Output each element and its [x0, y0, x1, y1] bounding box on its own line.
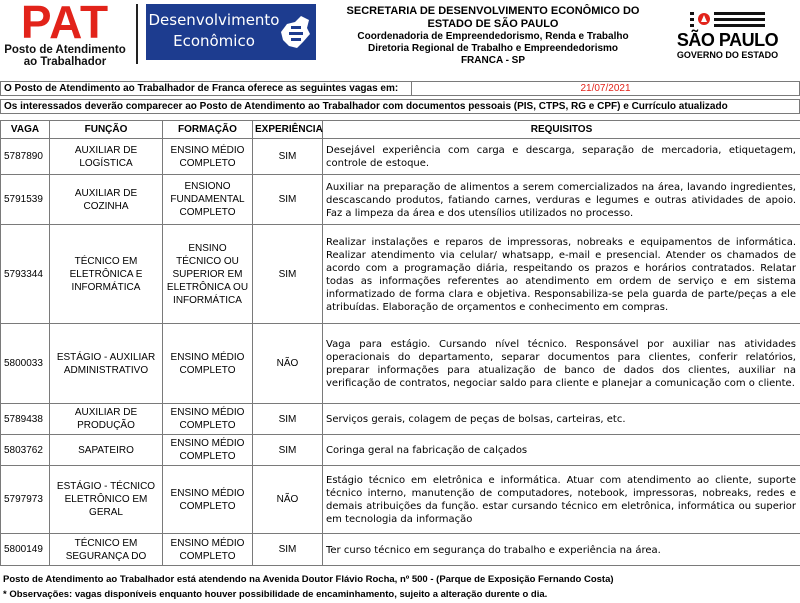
document-header [0, 0, 800, 80]
vaga-code: 5791539 [1, 175, 50, 225]
diretoria-title: Diretoria Regional de Trabalho e Empreendedorismo [367, 43, 619, 54]
vaga-code: 5797973 [1, 466, 50, 534]
secretaria-heading [328, 5, 658, 67]
vaga-code: 5803762 [1, 435, 50, 466]
de-logo-line-1: Desenvolvimento [148, 11, 280, 29]
funcao-cell: SAPATEIRO [50, 435, 163, 466]
experiencia-cell: SIM [253, 534, 323, 566]
funcao-cell: AUXILIAR DE LOGÍSTICA [50, 139, 163, 175]
requisitos-cell: Vaga para estágio. Cursando nível técnico. Responsável por auxiliar nas atividades operacionais do departamento, separar documentos para clientes, conferir relatórios, preparar informações para atualização de banco de dados dos clientes, auxiliar na verificação de contratos, negociar saldo para cliente e planejar a comunicação com o cliente. [323, 324, 800, 404]
vagas-table [0, 120, 800, 566]
observacoes-note: * Observações: vagas disponíveis enquanto houver possibilidade de encaminhamento, sujeito a alteração durente o dia. [3, 589, 548, 600]
pat-logo-text: PAT [20, 0, 110, 48]
sao-paulo-flag-icon [690, 10, 765, 32]
vaga-code: 5787890 [1, 139, 50, 175]
governo-sp-logo [660, 10, 795, 66]
requisitos-cell: Realizar instalações e reparos de impressoras, nobreaks e equipamentos de informática. Realizar atendimento via celular/ whatsapp, e-mail e presencial. Atender os chamados de acordo com a programação diária, respeitando os prazos e horários contratados. Relatar todas as informações referentes ao atendimento em ordem de serviço e em sistema informatizado de forma clara e objetiva. Responsabiliza-se pela guarda de parte/peças a ele atribuídas. Elaboração de orçamentos e conhecimento em compras. [323, 225, 800, 324]
experiencia-cell: NÃO [253, 324, 323, 404]
cidade-title: FRANCA - SP [460, 55, 526, 66]
column-header-experiencia: EXPERIÊNCIA [253, 121, 323, 139]
intro-text: O Posto de Atendimento ao Trabalhador de Franca oferece as seguintes vagas em: [4, 83, 399, 94]
de-logo-line-2: Econômico [173, 32, 255, 50]
vaga-code: 5793344 [1, 225, 50, 324]
secretaria-title: SECRETARIA DE DESENVOLVIMENTO ECONÔMICO DO ESTADO DE SÃO PAULO [346, 5, 640, 30]
coordenadoria-title: Coordenadoria de Empreendedorismo, Renda e Trabalho [357, 31, 629, 42]
table-row [1, 175, 800, 225]
governo-do-estado-label: GOVERNO DO ESTADO [676, 50, 779, 60]
requisitos-cell: Estágio técnico em eletrônica e informática. Atuar com atendimento ao cliente, suporte técnico interno, manutenção de computadores, notebook, impressoras, nobreaks, redes e demais atribuições da função. estar cursando técnico em eletrônica, informática ou superior em tecnologia da informação [323, 466, 800, 534]
formacao-cell: ENSINO MÉDIO COMPLETO [163, 139, 253, 175]
experiencia-cell: SIM [253, 139, 323, 175]
pat-logo [0, 0, 130, 72]
table-row [1, 324, 800, 404]
column-header-formacao: FORMAÇÃO [163, 121, 253, 139]
sao-paulo-map-icon [277, 12, 313, 52]
intro-bar [0, 81, 800, 96]
formacao-cell: ENSIONO FUNDAMENTAL COMPLETO [163, 175, 253, 225]
funcao-cell: TÉCNICO EM ELETRÔNICA E INFORMÁTICA [50, 225, 163, 324]
experiencia-cell: SIM [253, 435, 323, 466]
pat-logo-subtitle-2: ao Trabalhador [23, 56, 107, 68]
requisitos-cell: Serviços gerais, colagem de peças de bolsas, carteiras, etc. [323, 404, 800, 435]
requisitos-cell: Ter curso técnico em segurança do trabalho e experiência na área. [323, 534, 800, 566]
vaga-code: 5800033 [1, 324, 50, 404]
table-row [1, 139, 800, 175]
table-row [1, 435, 800, 466]
date-value: 21/07/2021 [411, 82, 799, 95]
funcao-cell: ESTÁGIO - AUXILIAR ADMINISTRATIVO [50, 324, 163, 404]
formacao-cell: ENSINO MÉDIO COMPLETO [163, 534, 253, 566]
experiencia-cell: SIM [253, 404, 323, 435]
vaga-code: 5789438 [1, 404, 50, 435]
table-row [1, 404, 800, 435]
funcao-cell: TÉCNICO EM SEGURANÇA DO [50, 534, 163, 566]
documentos-note: Os interessados deverão comparecer ao Posto de Atendimento ao Trabalhador com documentos pessoais (PIS, CTPS, RG e CPF) e Currículo atualizado [0, 99, 800, 114]
vaga-code: 5800149 [1, 534, 50, 566]
experiencia-cell: SIM [253, 225, 323, 324]
funcao-cell: AUXILIAR DE PRODUÇÃO [50, 404, 163, 435]
table-row [1, 225, 800, 324]
funcao-cell: AUXILIAR DE COZINHA [50, 175, 163, 225]
sao-paulo-wordmark: SÃO PAULO [676, 30, 779, 50]
table-header-row [1, 121, 800, 139]
funcao-cell: ESTÁGIO - TÉCNICO ELETRÔNICO EM GERAL [50, 466, 163, 534]
pat-logo-subtitle-1: Posto de Atendimento [4, 44, 126, 56]
column-header-funcao: FUNÇÃO [50, 121, 163, 139]
table-row [1, 534, 800, 566]
experiencia-cell: NÃO [253, 466, 323, 534]
table-row [1, 466, 800, 534]
formacao-cell: ENSINO MÉDIO COMPLETO [163, 435, 253, 466]
formacao-cell: ENSINO MÉDIO COMPLETO [163, 324, 253, 404]
column-header-requisitos: REQUISITOS [323, 121, 800, 139]
requisitos-cell: Desejável experiência com carga e descarga, separação de mercadoria, etiquetagem, controle de estoque. [323, 139, 800, 175]
logo-divider [136, 4, 138, 64]
formacao-cell: ENSINO MÉDIO COMPLETO [163, 466, 253, 534]
requisitos-cell: Auxiliar na preparação de alimentos a serem comercializados na área, lavando ingredientes, descascando produtos, fatiando carnes, verduras e legumes e outras atividades de apoio. Faz a limpeza da área e dos utensílios utilizados no processo. [323, 175, 800, 225]
formacao-cell: ENSINO TÉCNICO OU SUPERIOR EM ELETRÔNICA OU INFORMÁTICA [163, 225, 253, 324]
formacao-cell: ENSINO MÉDIO COMPLETO [163, 404, 253, 435]
column-header-vaga: VAGA [1, 121, 50, 139]
address-note: Posto de Atendimento ao Trabalhador está atendendo na Avenida Doutor Flávio Rocha, nº 500 - (Parque de Exposição Fernando Costa) [3, 574, 614, 585]
requisitos-cell: Coringa geral na fabricação de calçados [323, 435, 800, 466]
desenvolvimento-economico-logo [146, 4, 316, 60]
experiencia-cell: SIM [253, 175, 323, 225]
